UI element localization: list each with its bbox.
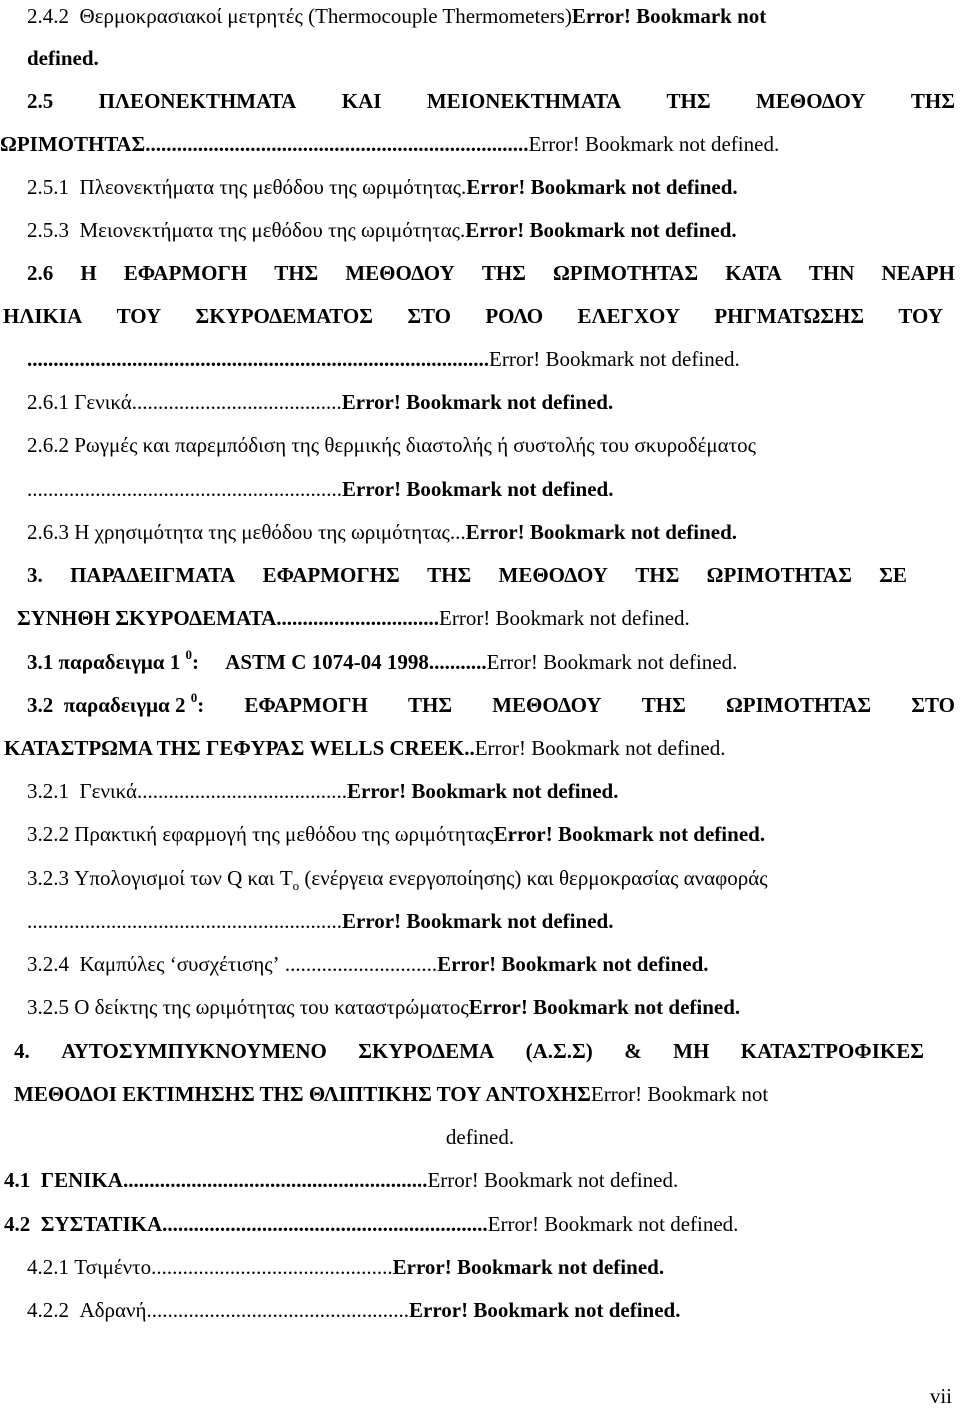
toc-text: ΠΛΕΟΝΕΚΤΗΜΑΤΑ bbox=[98, 89, 297, 113]
toc-text: ........................................ bbox=[137, 779, 348, 803]
toc-text: παραδειγμα 2 bbox=[63, 693, 186, 717]
toc-text: ΡΟΛΟ bbox=[485, 304, 544, 328]
toc-text: 3. bbox=[27, 563, 43, 587]
toc-text: ΜΕΘΟΔΟΥ bbox=[756, 89, 866, 113]
toc-text: ΡΗΓΜΑΤΩΣΗΣ bbox=[714, 304, 865, 328]
toc-text: Error! Bookmark not defined. bbox=[465, 520, 738, 544]
toc-text: ............................................................ bbox=[27, 477, 342, 501]
toc-text: 2.6 bbox=[27, 261, 54, 285]
toc-entry-2-6-3[interactable] bbox=[27, 516, 960, 548]
toc-text: ΤΟΥ bbox=[898, 304, 943, 328]
toc-text: ........................................ bbox=[131, 390, 342, 414]
toc-entry-4-cont2 bbox=[0, 1121, 960, 1153]
toc-text: Η χρησιμότητα της μεθόδου της ωριμότητας bbox=[74, 520, 450, 544]
toc-text: ΗΛΙΚΙΑ bbox=[3, 304, 83, 328]
toc-text: ............................. bbox=[284, 952, 438, 976]
toc-text: 3.2.3 bbox=[27, 866, 69, 890]
toc-text: o bbox=[292, 878, 300, 894]
toc-text: ΤΗΣ bbox=[641, 693, 686, 717]
toc-text: Error! Bookmark not defined. bbox=[439, 606, 690, 630]
toc-text: Error! Bookmark not bbox=[571, 4, 767, 28]
toc-text: ... bbox=[449, 520, 466, 544]
toc-text: ......................................................................... bbox=[145, 132, 529, 156]
toc-text: Πλεονεκτήματα της μεθόδου της ωριμότητας bbox=[79, 175, 461, 199]
toc-text: ASTM C 1074-04 1998 bbox=[225, 650, 429, 674]
toc-text: 4.1 bbox=[4, 1168, 31, 1192]
toc-entry-4-2-1[interactable] bbox=[27, 1251, 960, 1283]
toc-text: Error! Bookmark not defined. bbox=[392, 1255, 665, 1279]
toc-entry-2-6-cont bbox=[27, 343, 960, 375]
toc-text: 2.6.3 bbox=[27, 520, 69, 544]
toc-text: ΕΛΕΓΧΟΥ bbox=[577, 304, 681, 328]
toc-text: ΤΗΣ bbox=[427, 563, 472, 587]
toc-text: 2.5.3 bbox=[27, 218, 69, 242]
toc-text: 4. bbox=[14, 1039, 30, 1063]
toc-text: Error! Bookmark not defined. bbox=[487, 1212, 739, 1236]
toc-entry-2-5-cont bbox=[0, 128, 960, 160]
toc-text: Error! Bookmark not defined. bbox=[342, 477, 614, 501]
toc-entry-2-6-line2 bbox=[3, 300, 943, 332]
toc-text: 3.2.5 bbox=[27, 995, 69, 1019]
toc-text: ΚΑΤΑΣΤΡΟΦΙΚΕΣ bbox=[740, 1039, 924, 1063]
toc-text: ΣΤΟ bbox=[911, 693, 955, 717]
toc-text: & bbox=[624, 1039, 642, 1063]
toc-text: ΓΕΝΙΚΑ bbox=[40, 1168, 123, 1192]
toc-text: ΩΡΙΜΟΤΗΤΑΣ bbox=[0, 132, 146, 156]
toc-text: .............................................. bbox=[151, 1255, 393, 1279]
toc-text: (Α.Σ.Σ) bbox=[525, 1039, 593, 1063]
toc-text: 2.6.2 bbox=[27, 433, 69, 457]
toc-text: Ρωγμές και παρεμπόδιση της θερμικής διαστολής ή συστολής του σκυροδέματος bbox=[74, 433, 756, 457]
toc-entry-3-2-cont bbox=[4, 732, 960, 764]
toc-text: 3.2.1 bbox=[27, 779, 69, 803]
toc-entry-3[interactable] bbox=[27, 559, 907, 591]
toc-text: ΩΡΙΜΟΤΗΤΑΣ bbox=[552, 261, 699, 285]
toc-text: ΣΚΥΡΟΔΕΜΑΤΟΣ bbox=[195, 304, 373, 328]
toc-entry-4[interactable] bbox=[14, 1035, 924, 1067]
toc-entry-2-4-2-cont bbox=[27, 42, 960, 74]
toc-text: Error! Bookmark not defined. bbox=[437, 952, 709, 976]
toc-text: Θερμοκρασιακοί μετρητές (Thermocouple Thermometers) bbox=[79, 4, 572, 28]
toc-text: Error! Bookmark not defined. bbox=[342, 909, 614, 933]
toc-entry-4-2-2[interactable] bbox=[27, 1294, 960, 1326]
toc-text: ΣΤΟ bbox=[407, 304, 452, 328]
toc-text: Error! Bookmark not bbox=[590, 1082, 769, 1106]
toc-text: Error! Bookmark not defined. bbox=[347, 779, 619, 803]
toc-text: Γενικά bbox=[79, 779, 138, 803]
toc-entry-3-2-5[interactable] bbox=[27, 991, 960, 1023]
toc-text: Error! Bookmark not defined. bbox=[528, 132, 780, 156]
toc-entry-2-6[interactable] bbox=[27, 257, 955, 289]
toc-text: .......................................................... bbox=[122, 1168, 428, 1192]
toc-text: ΚΑΤΑΣΤΡΩΜΑ ΤΗΣ ΓΕΦΥΡΑΣ WELLS CREEK bbox=[4, 736, 465, 760]
toc-text: Error! Bookmark not defined. bbox=[493, 822, 766, 846]
toc-text: ΤΗΣ bbox=[635, 563, 680, 587]
toc-text: Error! Bookmark not defined. bbox=[341, 390, 614, 414]
toc-text: Πρακτική εφαρμογή της μεθόδου της ωριμότητας bbox=[74, 822, 494, 846]
toc-text: ΑΥΤΟΣΥΜΠΥΚΝΟΥΜΕΝΟ bbox=[61, 1039, 327, 1063]
toc-text: 4.2 bbox=[4, 1212, 31, 1236]
toc-text: Error! Bookmark not defined. bbox=[465, 218, 737, 242]
toc-text: 3.2 bbox=[27, 693, 54, 717]
toc-text: ........................................................................................ bbox=[27, 347, 489, 371]
toc-entry-3-2[interactable]: 3.2 παραδειγμα 2 $^0$: ΕΦΑΡΜΟΓΗ ΤΗΣ ΜΕΘΟΔΟΥ ΤΗΣ ΩΡΙΜΟΤΗΤΑΣ ΣΤΟ bbox=[27, 689, 955, 721]
toc-text: Error! Bookmark not defined. bbox=[427, 1168, 679, 1192]
toc-text: ΤΗΣ bbox=[666, 89, 711, 113]
toc-text: Ο δείκτης της ωριμότητας του καταστρώματος bbox=[74, 995, 469, 1019]
toc-entry-2-6-2[interactable] bbox=[27, 429, 960, 461]
toc-text: ΣΕ bbox=[879, 563, 907, 587]
toc-text: ΕΦΑΡΜΟΓΗ bbox=[123, 261, 248, 285]
toc-text: ΚΑΤΑ bbox=[725, 261, 782, 285]
toc-entry-3-2-3[interactable] bbox=[27, 862, 960, 894]
toc-entry-4-cont bbox=[14, 1078, 960, 1110]
toc-text: 4.2.2 bbox=[27, 1298, 69, 1322]
toc-text: ΣΥΝΗΘΗ ΣΚΥΡΟΔΕΜΑΤΑ bbox=[17, 606, 277, 630]
toc-text: defined. bbox=[27, 46, 99, 70]
toc-text: 3.2.2 bbox=[27, 822, 69, 846]
toc-text: .................................................. bbox=[146, 1298, 410, 1322]
toc-text: ΜΕΘΟΔΟΥ bbox=[345, 261, 455, 285]
toc-text: 0 bbox=[190, 690, 198, 705]
toc-text: ΜΕΘΟΔΟΥ bbox=[492, 693, 602, 717]
toc-text: 3.1 bbox=[27, 650, 54, 674]
toc-entry-3-2-1[interactable] bbox=[27, 775, 960, 807]
toc-text: ........... bbox=[428, 650, 487, 674]
toc-text: 2.5 bbox=[27, 89, 54, 113]
toc-text: ΜΗ bbox=[673, 1039, 710, 1063]
toc-entry-4-2[interactable] bbox=[4, 1208, 960, 1240]
toc-text: . bbox=[459, 218, 466, 242]
toc-text: defined. bbox=[445, 1125, 515, 1149]
toc-text: Error! Bookmark not defined. bbox=[489, 347, 740, 371]
toc-entry-2-5-1[interactable] bbox=[27, 171, 960, 203]
toc-text: Error! Bookmark not defined. bbox=[468, 995, 741, 1019]
toc-text: ΕΦΑΡΜΟΓΗ bbox=[244, 693, 368, 717]
toc-text: Error! Bookmark not defined. bbox=[409, 1298, 681, 1322]
toc-text: ΝΕΑΡΗ bbox=[881, 261, 955, 285]
toc-text: Αδρανή bbox=[79, 1298, 147, 1322]
toc-text: Error! Bookmark not defined. bbox=[474, 736, 726, 760]
toc-entry-2-5-3[interactable] bbox=[27, 214, 960, 246]
toc-text: Error! Bookmark not defined. bbox=[466, 175, 738, 199]
toc-entry-3-1[interactable] bbox=[27, 646, 960, 678]
toc-text: 0 bbox=[185, 647, 193, 662]
toc-text: Error! Bookmark not defined. bbox=[486, 650, 738, 674]
toc-entry-4-1[interactable] bbox=[4, 1164, 960, 1196]
toc-text: 4.2.1 bbox=[27, 1255, 69, 1279]
page-number: vii bbox=[929, 1384, 952, 1408]
toc-text: ΣΚΥΡΟΔΕΜΑ bbox=[358, 1039, 495, 1063]
toc-entry-2-4-2[interactable] bbox=[27, 0, 960, 32]
toc-entry-2-5[interactable] bbox=[27, 85, 955, 117]
toc-text: 2.6.1 bbox=[27, 390, 69, 414]
toc-text: ΤΗΣ bbox=[407, 693, 453, 717]
toc-text: ΣΥΣΤΑΤΙΚΑ bbox=[40, 1212, 163, 1236]
toc-text: ΤΗΝ bbox=[808, 261, 855, 285]
toc-text: ΕΦΑΡΜΟΓΗΣ bbox=[262, 563, 400, 587]
toc-text: ΠΑΡΑΔΕΙΓΜΑΤΑ bbox=[70, 563, 236, 587]
toc-text: Γενικά bbox=[74, 390, 132, 414]
toc-entry-3-2-4[interactable] bbox=[27, 948, 960, 980]
toc-text: ΤΗΣ bbox=[910, 89, 955, 113]
toc-entry-3-2-3-cont bbox=[27, 905, 960, 937]
toc-text: Μειονεκτήματα της μεθόδου της ωριμότητας bbox=[79, 218, 460, 242]
toc-entry-2-6-1[interactable] bbox=[27, 386, 960, 418]
toc-entry-2-6-2-cont bbox=[27, 473, 960, 505]
toc-text: ΩΡΙΜΟΤΗΤΑΣ bbox=[706, 563, 852, 587]
toc-text: . bbox=[460, 175, 467, 199]
toc-text: ΩΡΙΜΟΤΗΤΑΣ bbox=[725, 693, 872, 717]
toc-text: ΤΗΣ bbox=[274, 261, 319, 285]
toc-text: ΤΗΣ bbox=[481, 261, 526, 285]
toc-text: ΜΕΙΟΝΕΚΤΗΜΑΤΑ bbox=[426, 89, 622, 113]
toc-text: Καμπύλες ‘συσχέτισης’ bbox=[79, 952, 280, 976]
toc-text: Τσιμέντο bbox=[74, 1255, 152, 1279]
toc-text: ............................................................ bbox=[27, 909, 342, 933]
toc-text: .. bbox=[464, 736, 475, 760]
toc-text: ΤΟΥ bbox=[116, 304, 162, 328]
toc-text: παραδειγμα 1 bbox=[58, 650, 181, 674]
toc-text: 2.5.1 bbox=[27, 175, 69, 199]
toc-text: ΜΕΘΟΔΟΥ bbox=[498, 563, 608, 587]
toc-text: (ενέργεια ενεργοποίησης) και θερμοκρασίας αναφοράς bbox=[304, 866, 768, 890]
toc-text: : bbox=[192, 650, 200, 674]
toc-text: 2.4.2 bbox=[27, 4, 69, 28]
toc-text: 3.2.4 bbox=[27, 952, 69, 976]
toc-text: ............................... bbox=[276, 606, 439, 630]
toc-text: ΚΑΙ bbox=[341, 89, 382, 113]
toc-text: Η bbox=[80, 261, 97, 285]
toc-entry-3-cont bbox=[17, 602, 960, 634]
toc-text: ΜΕΘΟΔΟΙ ΕΚΤΙΜΗΣΗΣ ΤΗΣ ΘΛΙΠΤΙΚΗΣ ΤΟΥ ΑΝΤΟΧΗΣ bbox=[14, 1082, 591, 1106]
toc-text: Υπολογισμοί των Q και T bbox=[74, 866, 293, 890]
toc-entry-3-2-2[interactable] bbox=[27, 818, 960, 850]
toc-text: .............................................................. bbox=[162, 1212, 488, 1236]
